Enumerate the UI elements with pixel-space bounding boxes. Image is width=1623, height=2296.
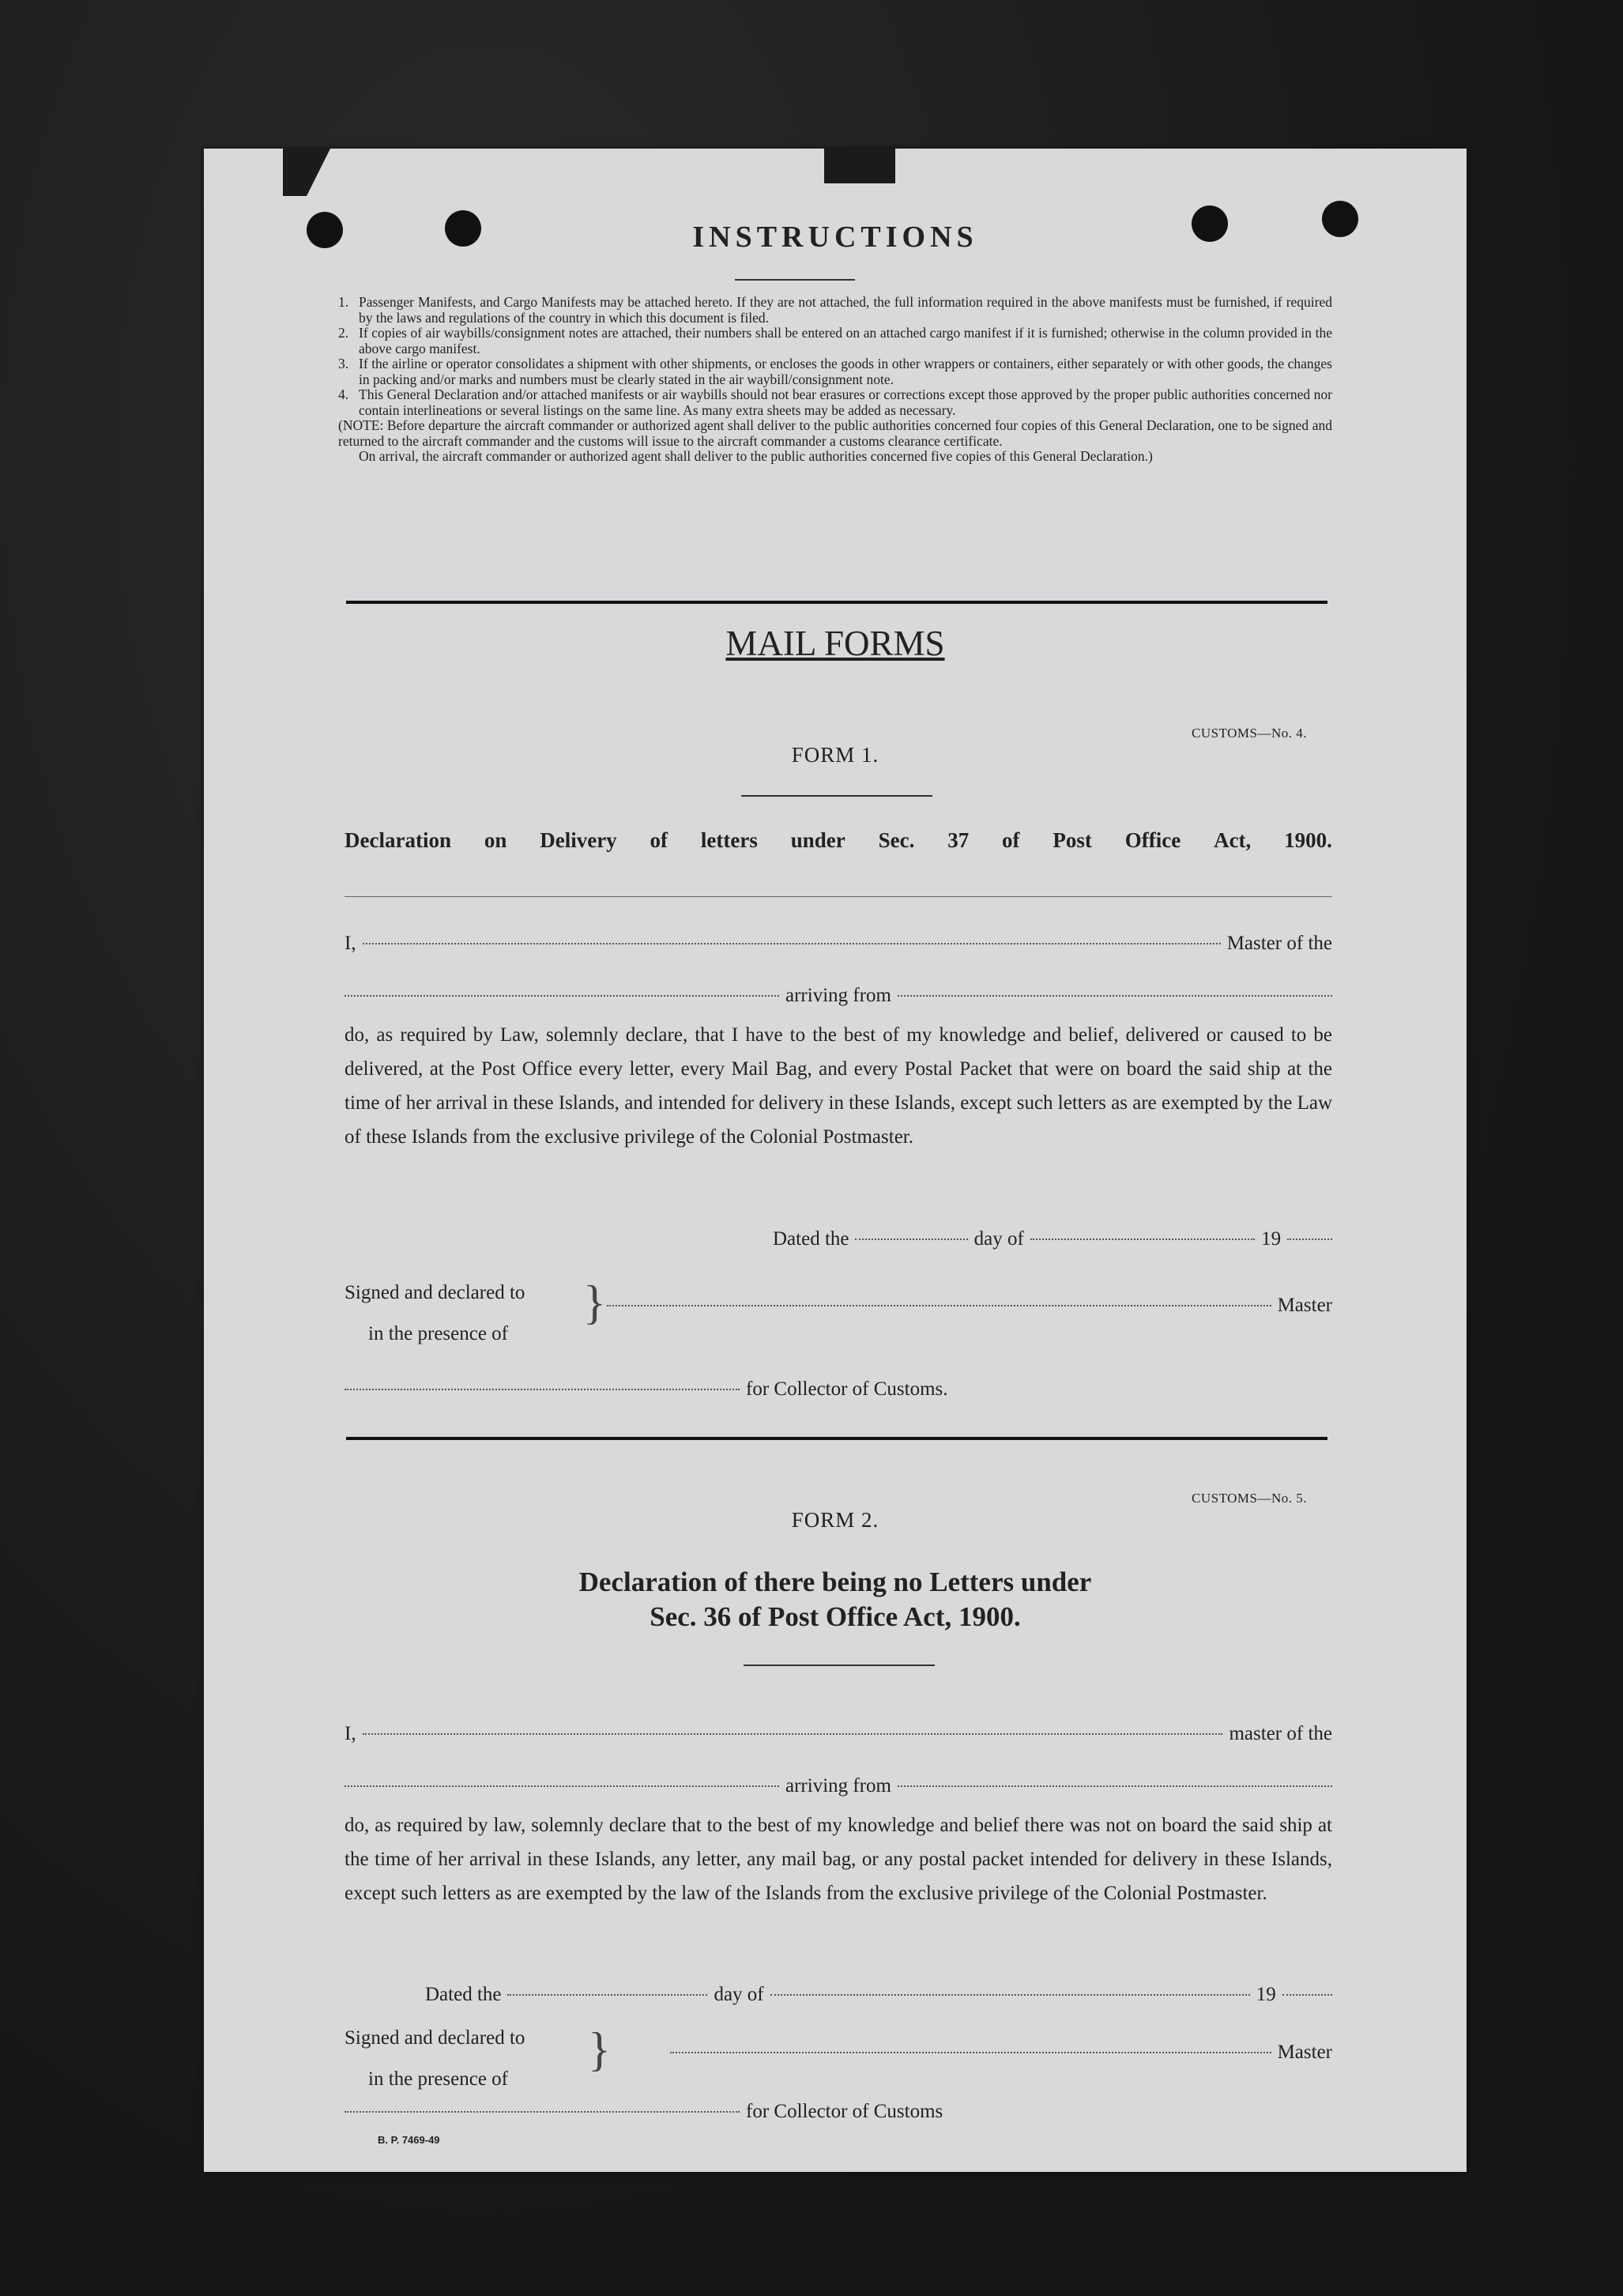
instruction-note-2: On arrival, the aircraft commander or authorized agent shall deliver to the public authorities concerned five copies of this General Declaration.): [359, 448, 1153, 464]
form2-collector-line: for Collector of Customs: [345, 2101, 977, 2123]
ship-name-blank[interactable]: [345, 1785, 779, 1787]
instructions-list: [338, 295, 1332, 465]
origin-blank[interactable]: [898, 995, 1332, 997]
mail-forms-title: MAIL FORMS: [725, 624, 945, 663]
form2-customs-number: CUSTOMS—No. 5.: [1192, 1491, 1308, 1506]
form1-dated-line: Dated the day of 19: [773, 1228, 1332, 1250]
form1-title: FORM 1.: [791, 743, 879, 767]
collector-signature-blank[interactable]: [345, 1389, 740, 1390]
collector-signature-blank[interactable]: [345, 2111, 740, 2113]
instruction-item: 4. This General Declaration and/or attached manifests or air waybills should not bear erasures or corrections except those approved by the proper public authorities concerned nor contain interlineations or several listings on the same line. As many extra sheets may be added as necessary.: [338, 386, 1332, 418]
torn-corner: [283, 149, 330, 196]
form2-master-line: I, master of the: [345, 1723, 1332, 1744]
dated-year-blank[interactable]: [1282, 1994, 1332, 1996]
section-divider: [346, 601, 1327, 604]
form1-master-sign-line: Master: [607, 1295, 1332, 1317]
instructions-title: INSTRUCTIONS: [692, 221, 978, 254]
dated-day-blank[interactable]: [855, 1238, 967, 1240]
form1-title-rule: [741, 795, 932, 797]
form1-signed-label: Signed and declared to in the presence of: [345, 1282, 525, 1344]
instruction-item: 2. If copies of air waybills/consignment notes are attached, their numbers shall be entered on an attached cargo manifest if it is furnished; otherwise in the column provided in the above cargo manifest.: [338, 325, 1332, 356]
page-notch: [824, 149, 895, 183]
form1-collector-line: for Collector of Customs.: [345, 1378, 1332, 1401]
form1-customs-number: CUSTOMS—No. 4.: [1192, 726, 1308, 741]
dated-month-blank[interactable]: [770, 1994, 1250, 1996]
section-divider: [346, 1437, 1327, 1440]
master-name-blank[interactable]: [363, 1733, 1223, 1735]
form2-body: do, as required by law, solemnly declare that to the best of my knowledge and belief there was not on board the said ship at the time of her arrival in these Islands, any letter, any mail bag, or any postal packet intended for delivery in these Islands, except such letters as are exempted by the law of the Islands from the exclusive privilege of the Colonial Postmaster.: [345, 1815, 1332, 1904]
master-signature-blank[interactable]: [670, 2052, 1271, 2053]
form2-arriving-line: arriving from: [345, 1775, 1332, 1797]
master-name-blank[interactable]: [363, 943, 1221, 944]
ship-name-blank[interactable]: [345, 995, 779, 997]
print-code: B. P. 7469-49: [378, 2134, 440, 2146]
form2-signed-label: Signed and declared to in the presence of: [345, 2027, 525, 2090]
form1-body: do, as required by Law, solemnly declare, that I have to the best of my knowledge and belief, delivered or caused to be delivered, at the Post Office every letter, every Mail Bag, and every Postal Packet that were on board the said ship at the time of her arrival in these Islands, and intended for delivery in these Islands, except such letters as are exempted by the Law of these Islands from the exclusive privilege of the Colonial Postmaster.: [345, 1024, 1332, 1148]
instruction-note: (NOTE: Before departure the aircraft commander or authorized agent shall deliver to the public authorities concerned four copies of this General Declaration, one to be signed and returned to the aircraft commander and the customs will issue to the aircraft commander a customs clearance certificate.: [338, 417, 1332, 449]
form2-title: FORM 2.: [791, 1508, 879, 1532]
dated-day-blank[interactable]: [507, 1994, 707, 1996]
form2-master-sign-line: Master: [670, 2042, 1332, 2064]
dated-month-blank[interactable]: [1030, 1238, 1255, 1240]
form1-heading-rule: [345, 896, 1332, 897]
document-page: [204, 149, 1467, 2172]
origin-blank[interactable]: [898, 1785, 1332, 1787]
form2-title-rule: [744, 1665, 935, 1666]
form2-dated-line: Dated the day of 19: [425, 1984, 1332, 2006]
instruction-item: 3. If the airline or operator consolidates a shipment with other shipments, or encloses the goods in other wrappers or containers, either separately or with other goods, the changes in packing and/or marks and numbers must be clearly stated in the air waybill/consignment note.: [338, 356, 1332, 387]
form2-declaration-heading: Declaration of there being no Letters under Sec. 36 of Post Office Act, 1900.: [578, 1566, 1092, 1632]
brace: }: [583, 1276, 606, 1329]
master-signature-blank[interactable]: [607, 1305, 1271, 1306]
instruction-item: 1. Passenger Manifests, and Cargo Manifests may be attached hereto. If they are not attached, the full information required in the above manifests must be furnished, if required by the laws and regulations of the country in which this document is filed.: [338, 294, 1332, 326]
title-rule: [735, 279, 855, 281]
form1-declaration-heading: Declaration on Delivery of letters under Sec. 37 of Post Office Act, 1900.: [345, 828, 1332, 852]
form1-arriving-line: arriving from: [345, 985, 1332, 1007]
brace: }: [588, 2023, 611, 2075]
dated-year-blank[interactable]: [1287, 1238, 1332, 1240]
form1-master-line: I, Master of the: [345, 933, 1332, 954]
